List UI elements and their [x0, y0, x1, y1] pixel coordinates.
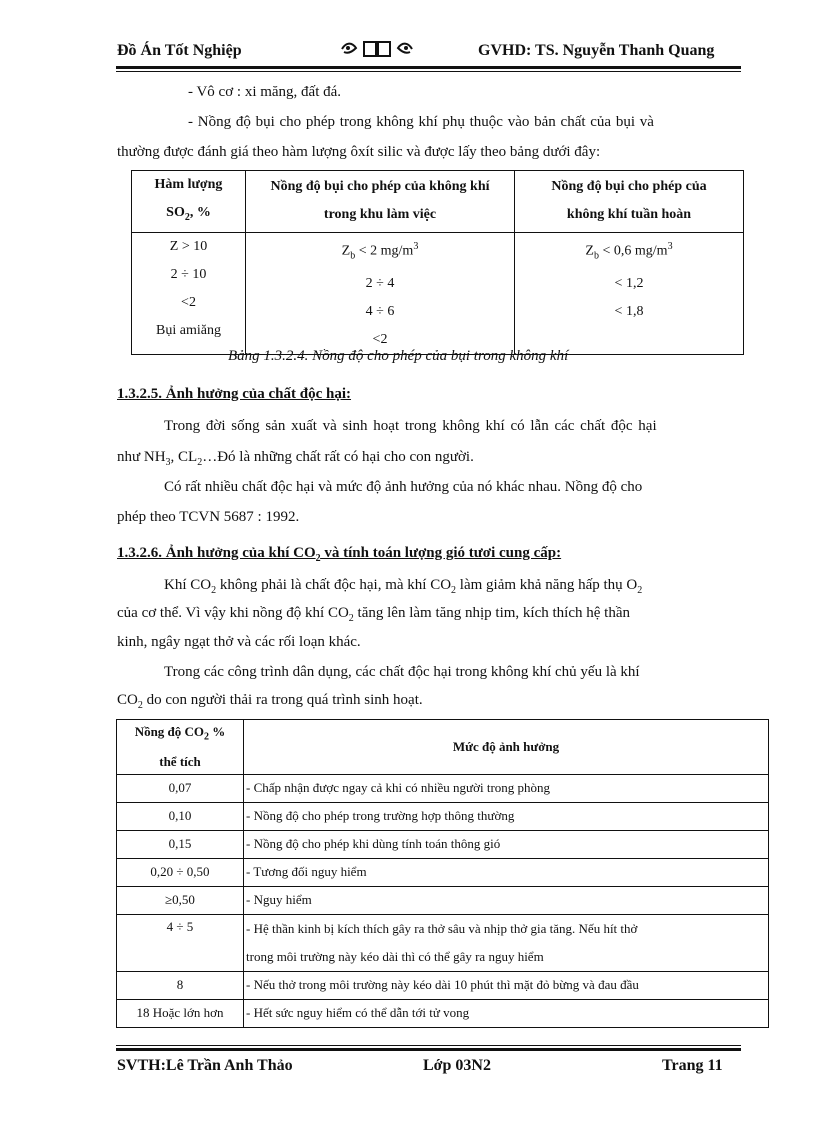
- footer-left: SVTH:Lê Trần Anh Thảo: [117, 1057, 293, 1074]
- footer-rule-thin: [116, 1045, 741, 1046]
- cell: 2 ÷ 10: [170, 266, 207, 282]
- footer-center: Lớp 03N2: [423, 1057, 491, 1074]
- sub: 2: [348, 613, 354, 624]
- text: tăng lên làm tăng nhịp tim, kích thích hệ thần: [353, 605, 630, 621]
- co2-table: [116, 719, 769, 1028]
- cell-sup: 3: [413, 240, 419, 252]
- para4-line3: kinh, ngây ngạt thở và các rối loạn khác.: [117, 634, 361, 650]
- cell: 2 ÷ 4: [365, 276, 395, 292]
- cell: 0,15: [117, 830, 244, 858]
- cell: 0,07: [117, 774, 244, 802]
- header-left: Đồ Án Tốt Nghiệp: [117, 42, 242, 59]
- cell: - Chấp nhận được ngay cả khi có nhiều người trong phòng: [244, 774, 769, 802]
- th-text: không khí tuần hoàn: [566, 207, 692, 223]
- header-rule-thin: [116, 71, 741, 72]
- para1-line2: thường được đánh giá theo hàm lượng ôxít silic và được lấy theo bảng dưới đây:: [117, 144, 601, 160]
- cell-sub: b: [350, 250, 356, 262]
- section-1-3-2-5-title: 1.3.2.5. Ảnh hưởng của chất độc hại:: [117, 386, 352, 402]
- para3-line2: phép theo TCVN 5687 : 1992.: [117, 509, 300, 525]
- cell: < 1,8: [614, 304, 644, 320]
- th-text: SO: [166, 205, 185, 220]
- cell: - Tương đối nguy hiểm: [244, 858, 769, 886]
- cell-sub: b: [593, 250, 599, 262]
- para3-line1: Có rất nhiều chất độc hại và mức độ ảnh hưởng của nó khác nhau. Nồng độ cho: [164, 479, 643, 495]
- cell: - Nguy hiểm: [244, 886, 769, 914]
- th-sub: 2: [204, 731, 210, 743]
- table-row: [117, 914, 769, 971]
- table-row: [117, 830, 769, 858]
- sub: 2: [451, 585, 457, 596]
- text: CO: [117, 692, 138, 708]
- sub: 2: [637, 585, 643, 596]
- text: của cơ thể. Vì vậy khi nồng độ khí CO: [117, 605, 349, 621]
- section-1-3-2-6-title: [117, 545, 561, 564]
- cell: 18 Hoặc lớn hơn: [117, 999, 244, 1027]
- para4-line2: [117, 603, 630, 629]
- book-ornament-icon: [340, 40, 414, 58]
- cell: - Nồng độ cho phép trong trường hợp thông thường: [244, 802, 769, 830]
- cell: ≥0,50: [117, 886, 244, 914]
- cell: 4 ÷ 5: [117, 914, 244, 971]
- cell: 0,20 ÷ 0,50: [117, 858, 244, 886]
- cell: Z > 10: [169, 238, 208, 254]
- cell: < 2 mg/m: [355, 243, 414, 259]
- para2-line1: Trong đời sống sản xuất và sinh hoạt trong không khí có lẫn các chất độc hại: [164, 418, 657, 434]
- sub: 2: [315, 553, 321, 564]
- th-text: Nồng độ CO: [134, 724, 205, 739]
- footer-page: Trang 11: [662, 1057, 723, 1074]
- cell: - Nồng độ cho phép khi dùng tính toán thông gió: [244, 830, 769, 858]
- co2-table-header-effect: Mức độ ảnh hưởng: [244, 720, 769, 775]
- sub: 2: [197, 457, 203, 468]
- table-row: [117, 886, 769, 914]
- sub: 3: [165, 457, 171, 468]
- table-row: [117, 858, 769, 886]
- cell-line: - Hệ thần kinh bị kích thích gây ra thở sâu và nhịp thở gia tăng. Nếu hít thở: [246, 920, 638, 936]
- th-text: trong khu làm việc: [323, 207, 437, 223]
- dust-table-header-recirculated: [515, 171, 744, 233]
- cell-line: trong môi trường này kéo dài thì có thể gây ra nguy hiểm: [246, 948, 544, 964]
- table-row: [117, 802, 769, 830]
- cell: - Nếu thở trong môi trường này kéo dài 10 phút thì mặt đỏ bừng và đau đầu: [244, 971, 769, 999]
- text: Khí CO: [164, 577, 212, 593]
- table-row: [117, 971, 769, 999]
- text: …Đó là những chất rất có hại cho con người.: [202, 449, 474, 465]
- header-right: GVHD: TS. Nguyễn Thanh Quang: [478, 42, 715, 59]
- cell: [244, 914, 769, 971]
- para1-line1: - Nồng độ bụi cho phép trong không khí phụ thuộc vào bản chất của bụi và: [188, 114, 654, 130]
- para5-line2: [117, 690, 423, 716]
- text: như NH: [117, 449, 166, 465]
- cell: 4 ÷ 6: [365, 304, 395, 320]
- dust-table-col3: [515, 232, 744, 354]
- th-text: Nồng độ bụi cho phép của: [551, 179, 707, 195]
- cell-sup: 3: [667, 240, 673, 252]
- th-text: , %: [189, 205, 211, 220]
- text: , CL: [170, 449, 198, 465]
- para2-line2: [117, 447, 474, 473]
- th-text: Hàm lượng: [154, 177, 223, 192]
- dust-table-header-workplace: [246, 171, 515, 233]
- text: làm giảm khả năng hấp thụ O: [456, 577, 638, 593]
- cell: Z: [585, 243, 594, 259]
- dust-table-header-content: [132, 171, 246, 233]
- cell: 0,10: [117, 802, 244, 830]
- th-text: Nồng độ bụi cho phép của không khí: [270, 179, 490, 195]
- co2-table-header-concentration: [117, 720, 244, 775]
- cell: 8: [117, 971, 244, 999]
- cell: <2: [181, 294, 196, 310]
- cell: Bụi amiăng: [156, 322, 221, 338]
- text: và tính toán lượng gió tươi cung cấp:: [320, 545, 562, 561]
- dust-table: [131, 170, 744, 355]
- cell: - Hết sức nguy hiểm có thể dẫn tới tử vong: [244, 999, 769, 1027]
- text: 1.3.2.6. Ảnh hưởng của khí CO: [117, 545, 316, 561]
- dust-table-col2: [246, 232, 515, 354]
- sub: 2: [211, 585, 217, 596]
- th-text: %: [209, 724, 226, 739]
- cell: <2: [372, 332, 388, 348]
- cell: Z: [341, 243, 351, 259]
- para4-line1: [164, 575, 642, 601]
- table1-caption: Bảng 1.3.2.4. Nồng độ cho phép của bụi trong không khí: [228, 348, 569, 364]
- text: không phải là chất độc hại, mà khí CO: [216, 577, 452, 593]
- cell: < 1,2: [614, 276, 644, 292]
- sub: 2: [137, 700, 143, 711]
- dust-table-col1: [132, 232, 246, 354]
- footer-rule: [116, 1048, 741, 1051]
- cell: < 0,6 mg/m: [598, 243, 668, 259]
- table-row: [117, 774, 769, 802]
- text: do con người thải ra trong quá trình sinh hoạt.: [142, 692, 423, 708]
- para5-line1: Trong các công trình dân dụng, các chất độc hại trong không khí chủ yếu là khí: [164, 664, 640, 680]
- header-rule: [116, 66, 741, 69]
- bullet-inorganic: - Vô cơ : xi măng, đất đá.: [188, 84, 342, 100]
- table-row: [117, 999, 769, 1027]
- th-text: thể tích: [159, 753, 201, 769]
- th-sub: 2: [184, 211, 190, 223]
